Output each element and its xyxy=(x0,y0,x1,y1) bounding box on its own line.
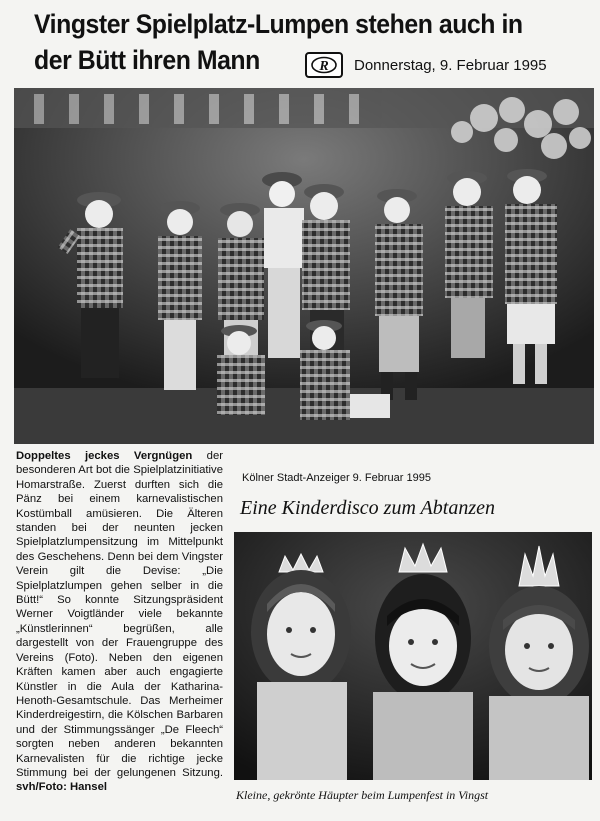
children-photo xyxy=(234,532,592,780)
article-date: Donnerstag, 9. Februar 1995 xyxy=(354,57,547,74)
photo-caption: Kleine, gekrönte Häupter beim Lumpenfest in Vingst xyxy=(236,788,489,802)
article-credit: svh/Foto: Hansel xyxy=(16,781,108,794)
svg-text:R: R xyxy=(319,59,329,74)
r-logo-icon xyxy=(305,52,343,78)
clipping-headline: Eine Kinderdisco zum Abtanzen xyxy=(240,497,495,519)
article-body-lead: Doppeltes jeckes Vergnügen xyxy=(16,450,193,462)
clipping-source: Kölner Stadt-Anzeiger 9. Februar 1995 xyxy=(242,472,431,484)
article-headline: Vingster Spielplatz-Lumpen stehen auch in der Bütt ihren Mann xyxy=(34,9,523,75)
article-body-text: der besonderen Art bot die Spielplatzinitiative Homarstraße. Zuerst durften sich die Pänz bei einem karnevalistischen Kostümball amüsieren. Die Älteren standen bei der neunten jecken Spielplatzlumpensitzung im Mittelpunkt des Geschehens. Denn bei dem Vingster Verein gilt die Devise: „Die Spielplatzlumpen gehen selber in die Bütt!“ So konnte Sitzungspräsident Werner Voigtländer viele bekannte „Künstlerinnen“ begrüßen, alle dargestellt von der Frauengruppe des Vereins (Foto). Neben den eigenen Kräften kamen aber auch engagierte Künstler in die Aula der Katharina-Henoth-Gesamtschule. Das Merheimer Kinderdreigestirn, die Kölschen Barbaren und der Stimmungssänger „De Fleech“ sorgten neben anderen bekannten Karnevalisten für die richtige jecke Stimmung bei der gelungenen Sitzung. xyxy=(16,450,223,779)
group-photo xyxy=(14,88,594,444)
article-body xyxy=(16,449,223,795)
